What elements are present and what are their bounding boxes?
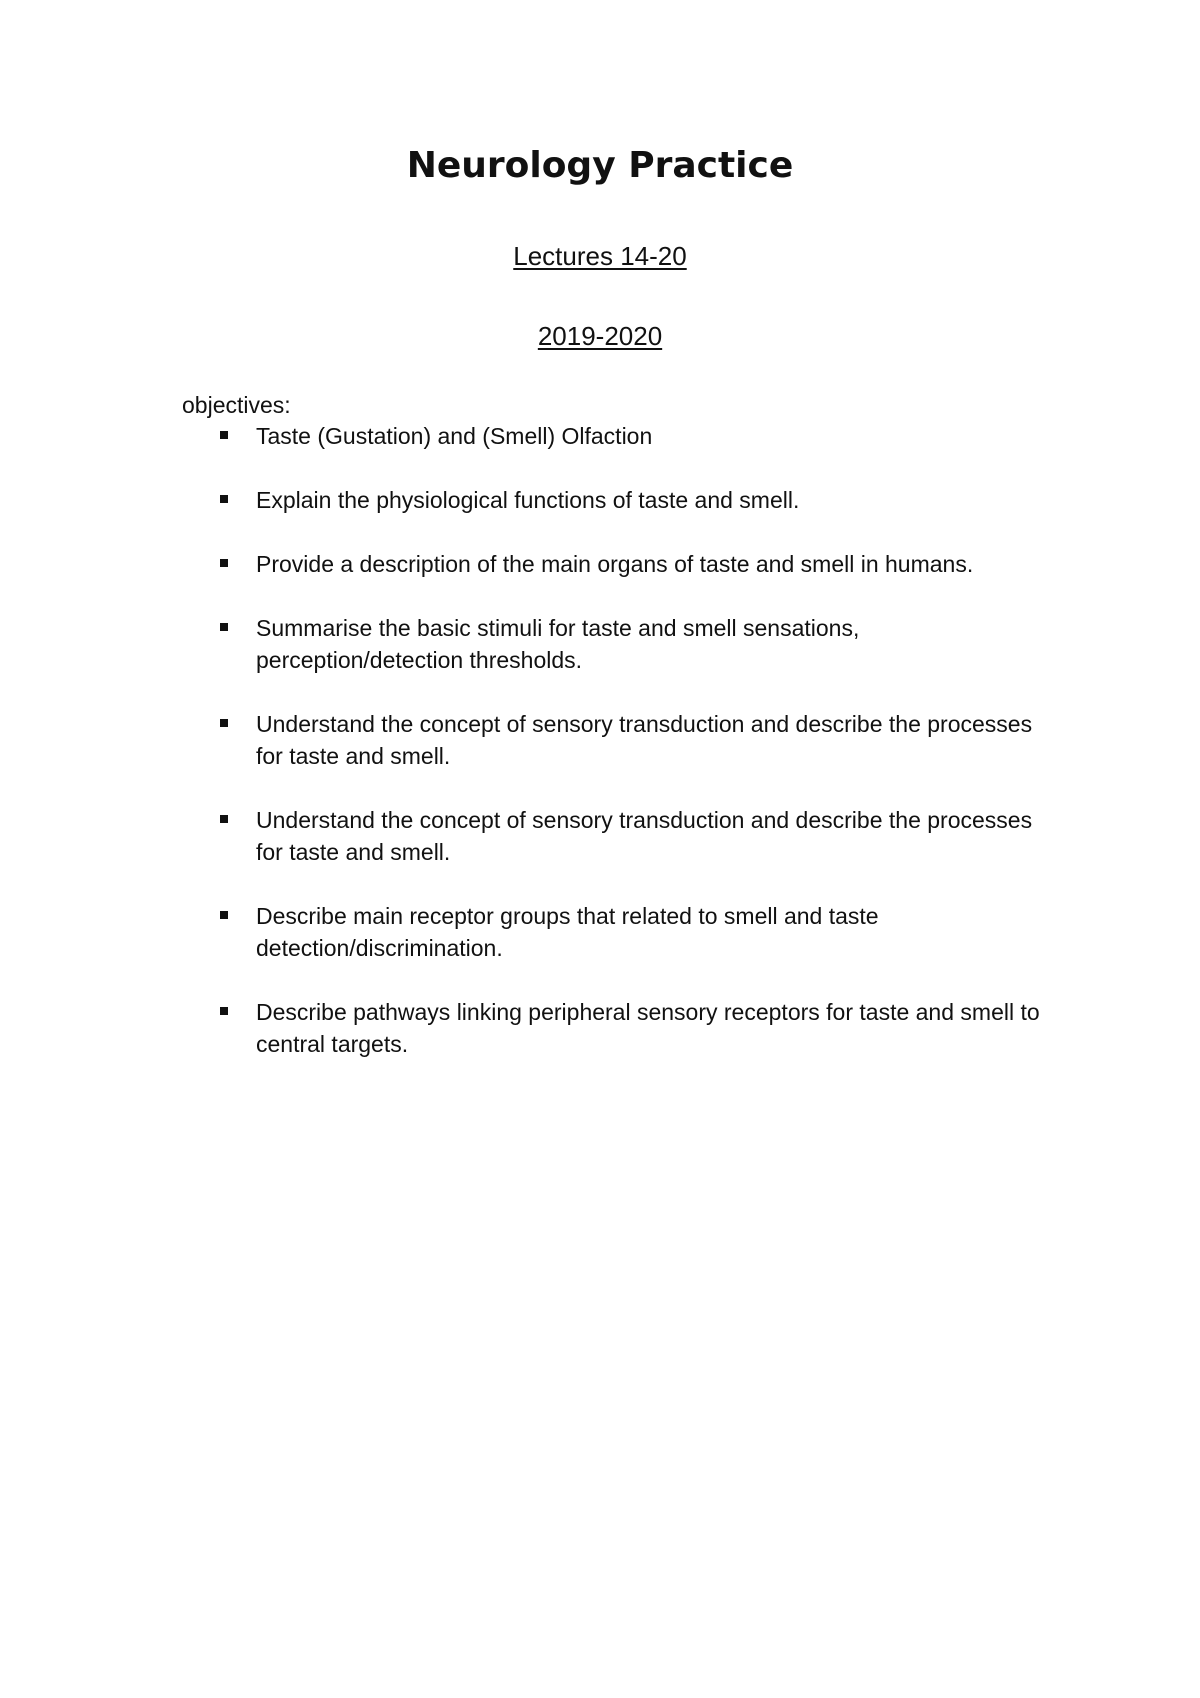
objective-text: Understand the concept of sensory transduction and describe the processes for taste and smell. xyxy=(256,807,1033,865)
objective-text: Provide a description of the main organs of taste and smell in humans. xyxy=(256,551,974,577)
objectives-label: objectives: xyxy=(182,392,291,418)
page-title: Neurology Practice xyxy=(406,145,794,186)
objective-text: Taste (Gustation) and (Smell) Olfaction xyxy=(256,423,653,449)
objective-text: Summarise the basic stimuli for taste and smell sensations, perception/detection thresholds. xyxy=(256,615,860,673)
objective-text: Describe pathways linking peripheral sensory receptors for taste and smell to central targets. xyxy=(256,999,1040,1057)
objective-text: Explain the physiological functions of taste and smell. xyxy=(256,487,800,513)
square-bullet-icon xyxy=(220,815,228,823)
square-bullet-icon xyxy=(220,431,228,439)
square-bullet-icon xyxy=(220,1007,228,1015)
square-bullet-icon xyxy=(220,911,228,919)
square-bullet-icon xyxy=(220,719,228,727)
academic-year: 2019-2020 xyxy=(537,321,663,351)
objective-text: Describe main receptor groups that related to smell and taste detection/discrimination. xyxy=(256,903,879,961)
lectures-range: Lectures 14-20 xyxy=(513,241,687,271)
square-bullet-icon xyxy=(220,495,228,503)
objective-text: Understand the concept of sensory transduction and describe the processes for taste and smell. xyxy=(256,711,1033,769)
square-bullet-icon xyxy=(220,559,228,567)
square-bullet-icon xyxy=(220,623,228,631)
